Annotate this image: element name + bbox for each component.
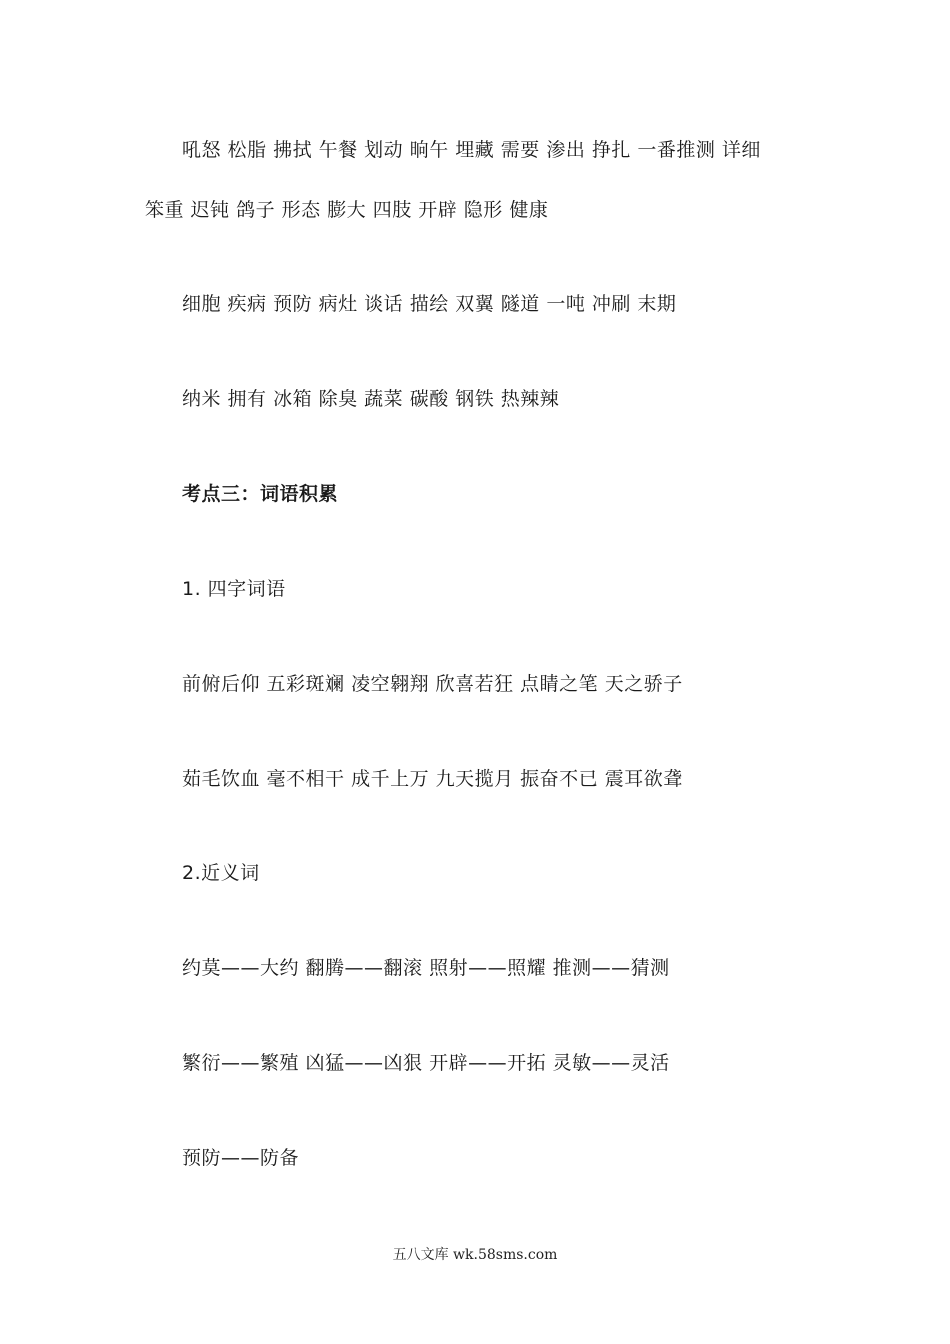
subsection-heading-idioms: 1. 四字词语 <box>182 578 286 600</box>
synonyms-line-2: 繁衍——繁殖 凶猛——凶狠 开辟——开拓 灵敏——灵活 <box>182 1052 670 1074</box>
synonyms-line-3: 预防——防备 <box>182 1147 300 1169</box>
idioms-line-1: 前俯后仰 五彩斑斓 凌空翱翔 欣喜若狂 点睛之笔 天之骄子 <box>182 673 683 695</box>
vocabulary-line-1: 吼怒 松脂 拂拭 午餐 划动 晌午 埋藏 需要 渗出 挣扎 一番推测 详细 <box>182 139 761 161</box>
subsection-heading-synonyms: 2.近义词 <box>182 862 260 884</box>
synonyms-line-1: 约莫——大约 翻腾——翻滚 照射——照耀 推测——猜测 <box>182 957 670 979</box>
footer-watermark: 五八文库 wk.58sms.com <box>392 1247 558 1263</box>
idioms-line-2: 茹毛饮血 毫不相干 成千上万 九天揽月 振奋不已 震耳欲聋 <box>182 768 683 790</box>
vocabulary-line-2: 笨重 迟钝 鸽子 形态 膨大 四肢 开辟 隐形 健康 <box>145 199 549 221</box>
vocabulary-line-3: 细胞 疾病 预防 病灶 谈话 描绘 双翼 隧道 一吨 冲刷 末期 <box>182 293 677 315</box>
vocabulary-line-4: 纳米 拥有 冰箱 除臭 蔬菜 碳酸 钢铁 热辣辣 <box>182 388 560 410</box>
section-heading: 考点三：词语积累 <box>182 483 339 505</box>
